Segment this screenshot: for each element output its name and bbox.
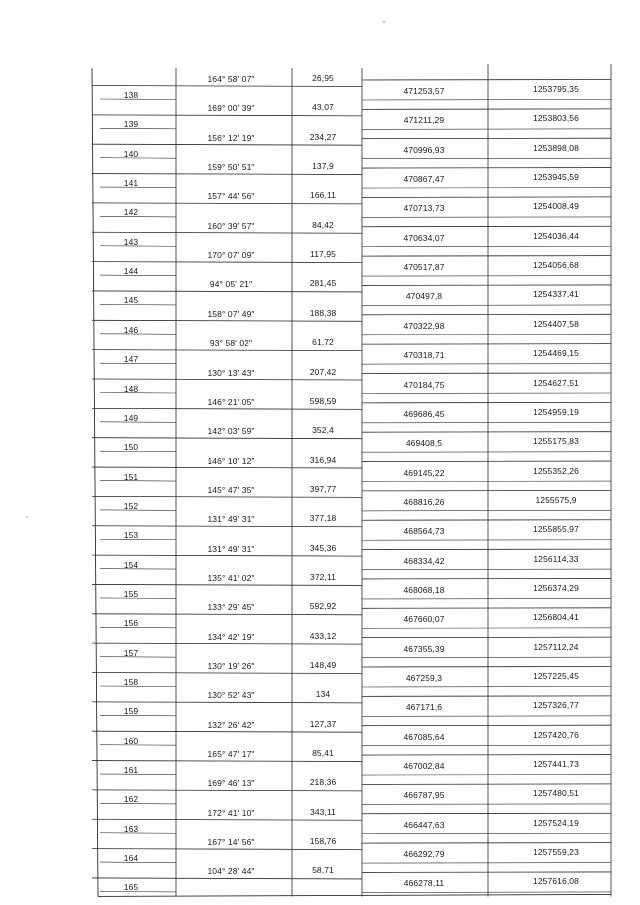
segment-length: 343,11 <box>310 806 336 817</box>
coordinate-x: 468564,73 <box>403 526 445 537</box>
direction-angle: 133° 29' 45" <box>207 602 255 613</box>
segment-length: 218,36 <box>309 777 337 788</box>
direction-angle: 167° 14' 56" <box>207 837 255 848</box>
point-number: 156 <box>123 618 139 629</box>
point-number: 157 <box>123 647 139 658</box>
direction-angle: 131° 49' 31" <box>207 543 255 554</box>
coordinate-y: 1257524,19 <box>533 817 579 828</box>
direction-angle: 158° 07' 49" <box>207 308 255 319</box>
coordinate-y: 1257225,45 <box>533 671 579 681</box>
coordinate-y: 1255855,97 <box>533 524 579 535</box>
point-number: 153 <box>123 530 139 541</box>
point-number: 140 <box>123 148 139 159</box>
segment-length: 84,42 <box>312 219 334 230</box>
coordinate-x: 471253,57 <box>403 86 445 96</box>
point-number: 163 <box>123 823 139 834</box>
direction-angle: 132° 26' 42" <box>207 719 255 730</box>
direction-angle: 172° 41' 10" <box>207 807 255 818</box>
coordinate-y: 1254337,41 <box>533 289 579 300</box>
coordinate-y: 1257326,77 <box>533 700 579 711</box>
direction-angle: 169° 00' 39" <box>207 103 255 114</box>
coordinate-x: 467085,64 <box>403 731 445 742</box>
point-number: 162 <box>123 794 139 805</box>
point-number: 147 <box>123 354 139 365</box>
direction-angle: 170° 07' 09" <box>207 250 255 261</box>
coordinate-y: 1257420,76 <box>533 729 579 740</box>
coordinate-y: 1255575,9 <box>535 494 577 505</box>
coordinate-y: 1254008,49 <box>533 201 579 212</box>
coordinate-y: 1255352,26 <box>533 465 579 476</box>
segment-length: 372,11 <box>310 571 336 582</box>
direction-angle: 157° 44' 56" <box>207 191 255 202</box>
direction-angle: 146° 21' 05" <box>207 396 255 407</box>
point-number: 164 <box>123 853 139 864</box>
coordinate-x: 468816,26 <box>403 496 445 507</box>
coordinate-y: 1253795,35 <box>533 84 579 94</box>
direction-angle: 134° 42' 19" <box>207 631 255 642</box>
coordinate-x: 470517,87 <box>403 262 445 273</box>
coordinate-x: 471211,29 <box>403 115 445 126</box>
point-number: 149 <box>123 412 139 423</box>
segment-length: 43,07 <box>312 102 334 113</box>
direction-angle: 93° 58' 02" <box>209 338 253 349</box>
coordinate-x: 467355,39 <box>403 643 445 654</box>
point-number: 160 <box>123 735 139 746</box>
coordinate-x: 469408,5 <box>405 438 443 449</box>
point-number: 155 <box>123 588 139 599</box>
direction-angle: 131° 49' 31" <box>207 514 255 525</box>
coordinate-x: 466292,79 <box>403 849 445 860</box>
point-number: 145 <box>123 295 139 306</box>
segment-length: 61,72 <box>312 337 334 348</box>
point-number: 165 <box>123 882 139 893</box>
coordinate-x: 466278,11 <box>403 878 445 889</box>
point-number: 159 <box>123 706 139 717</box>
coordinate-y: 1253898,08 <box>533 142 579 153</box>
coordinate-x: 467660,07 <box>403 614 445 625</box>
point-number: 144 <box>123 266 139 277</box>
point-number: 154 <box>123 559 139 570</box>
segment-length: 127,37 <box>309 718 337 729</box>
segment-length: 188,38 <box>309 307 337 318</box>
point-number: 158 <box>123 677 139 687</box>
coordinate-x: 470318,71 <box>403 350 445 361</box>
point-number: 143 <box>123 236 139 247</box>
coordinate-y: 1257441,73 <box>533 759 579 770</box>
segment-length: 316,94 <box>309 454 337 465</box>
segment-length: 281,45 <box>309 278 337 289</box>
direction-angle: 104° 28' 44" <box>207 866 255 877</box>
point-number: 139 <box>123 119 139 130</box>
point-number: 161 <box>123 765 139 776</box>
direction-angle: 94° 05' 21" <box>209 279 253 290</box>
coordinate-y: 1254056,68 <box>533 260 579 271</box>
segment-length: 592,92 <box>309 601 337 612</box>
coordinate-y: 1255175,83 <box>533 436 579 447</box>
point-number: 142 <box>123 207 139 218</box>
coordinate-x: 466447,63 <box>403 819 445 830</box>
direction-angle: 160° 39' 57" <box>207 220 255 231</box>
coordinate-y: 1257559,23 <box>533 847 579 858</box>
segment-length: 433,12 <box>309 630 337 641</box>
segment-length: 137,9 <box>312 161 334 172</box>
coordinate-x: 470322,98 <box>403 320 445 331</box>
direction-angle: 130° 19' 26" <box>207 661 255 671</box>
coordinate-y: 1254407,58 <box>533 318 579 329</box>
coordinate-x: 470996,93 <box>403 144 445 155</box>
coordinate-y: 1253803,56 <box>533 113 579 124</box>
coordinate-y: 1253945,59 <box>533 172 579 183</box>
direction-angle: 164° 58' 07" <box>207 74 255 84</box>
direction-angle: 142° 03' 59" <box>207 426 255 437</box>
segment-length: 58,71 <box>312 865 334 876</box>
segment-length: 85,41 <box>312 748 334 759</box>
coordinate-y: 1254959,19 <box>533 406 579 417</box>
coordinate-x: 467002,84 <box>403 761 445 772</box>
coordinate-y: 1257616,08 <box>533 876 579 887</box>
coordinate-y: 1254627,51 <box>533 377 579 388</box>
segment-length: 134 <box>315 689 331 700</box>
point-number: 148 <box>123 383 139 394</box>
segment-length: 207,42 <box>309 366 337 377</box>
coordinate-x: 466787,95 <box>403 790 445 801</box>
segment-length: 598,59 <box>309 395 337 406</box>
coordinate-x: 469145,22 <box>403 467 445 478</box>
coordinate-x: 469686,45 <box>403 408 445 419</box>
segment-length: 158,76 <box>309 836 337 847</box>
segment-length: 345,36 <box>309 542 337 553</box>
point-number: 151 <box>123 471 139 482</box>
coordinate-y: 1256374,29 <box>533 582 579 593</box>
point-number: 146 <box>123 324 139 335</box>
segment-length: 166,11 <box>310 190 336 201</box>
coordinate-x: 467259,3 <box>405 673 443 683</box>
coordinate-x: 470184,75 <box>403 379 445 390</box>
segment-length: 148,49 <box>309 660 337 670</box>
segment-length: 397,77 <box>309 483 337 494</box>
coordinate-x: 470634,07 <box>403 232 445 243</box>
point-number: 141 <box>123 178 139 189</box>
segment-length: 377,18 <box>309 513 337 524</box>
direction-angle: 165° 47' 17" <box>207 749 255 760</box>
coordinate-x: 468068,18 <box>403 584 445 595</box>
coordinate-x: 470713,73 <box>403 203 445 214</box>
segment-length: 234,27 <box>309 131 337 142</box>
direction-angle: 146° 10' 12" <box>207 455 255 466</box>
coordinate-y: 1256114,33 <box>533 553 579 564</box>
direction-angle: 130° 52' 43" <box>207 690 255 701</box>
direction-angle: 130° 13' 43" <box>207 367 255 378</box>
coordinate-y: 1257480,51 <box>533 788 579 799</box>
direction-angle: 156° 12' 19" <box>207 132 255 143</box>
point-number: 152 <box>123 500 139 511</box>
coordinate-y: 1254469,15 <box>533 348 579 359</box>
direction-angle: 159° 50' 51" <box>207 162 255 173</box>
coordinate-x: 467171,6 <box>405 702 443 713</box>
segment-length: 352,4 <box>312 425 334 436</box>
segment-length: 26,95 <box>312 73 334 83</box>
direction-angle: 135° 41' 02" <box>207 572 255 583</box>
point-number: 150 <box>123 442 139 453</box>
direction-angle: 145° 47' 35" <box>207 484 255 495</box>
point-number: 138 <box>123 90 139 100</box>
direction-angle: 169° 46' 13" <box>207 778 255 789</box>
coordinate-x: 468334,42 <box>403 555 445 566</box>
coordinate-y: 1254036,44 <box>533 230 579 241</box>
coordinate-x: 470867,47 <box>403 174 445 185</box>
coordinate-y: 1256804,41 <box>533 612 579 623</box>
coordinate-x: 470497,8 <box>405 291 443 302</box>
segment-length: 117,95 <box>310 249 336 260</box>
coordinate-y: 1257112,24 <box>533 641 579 652</box>
